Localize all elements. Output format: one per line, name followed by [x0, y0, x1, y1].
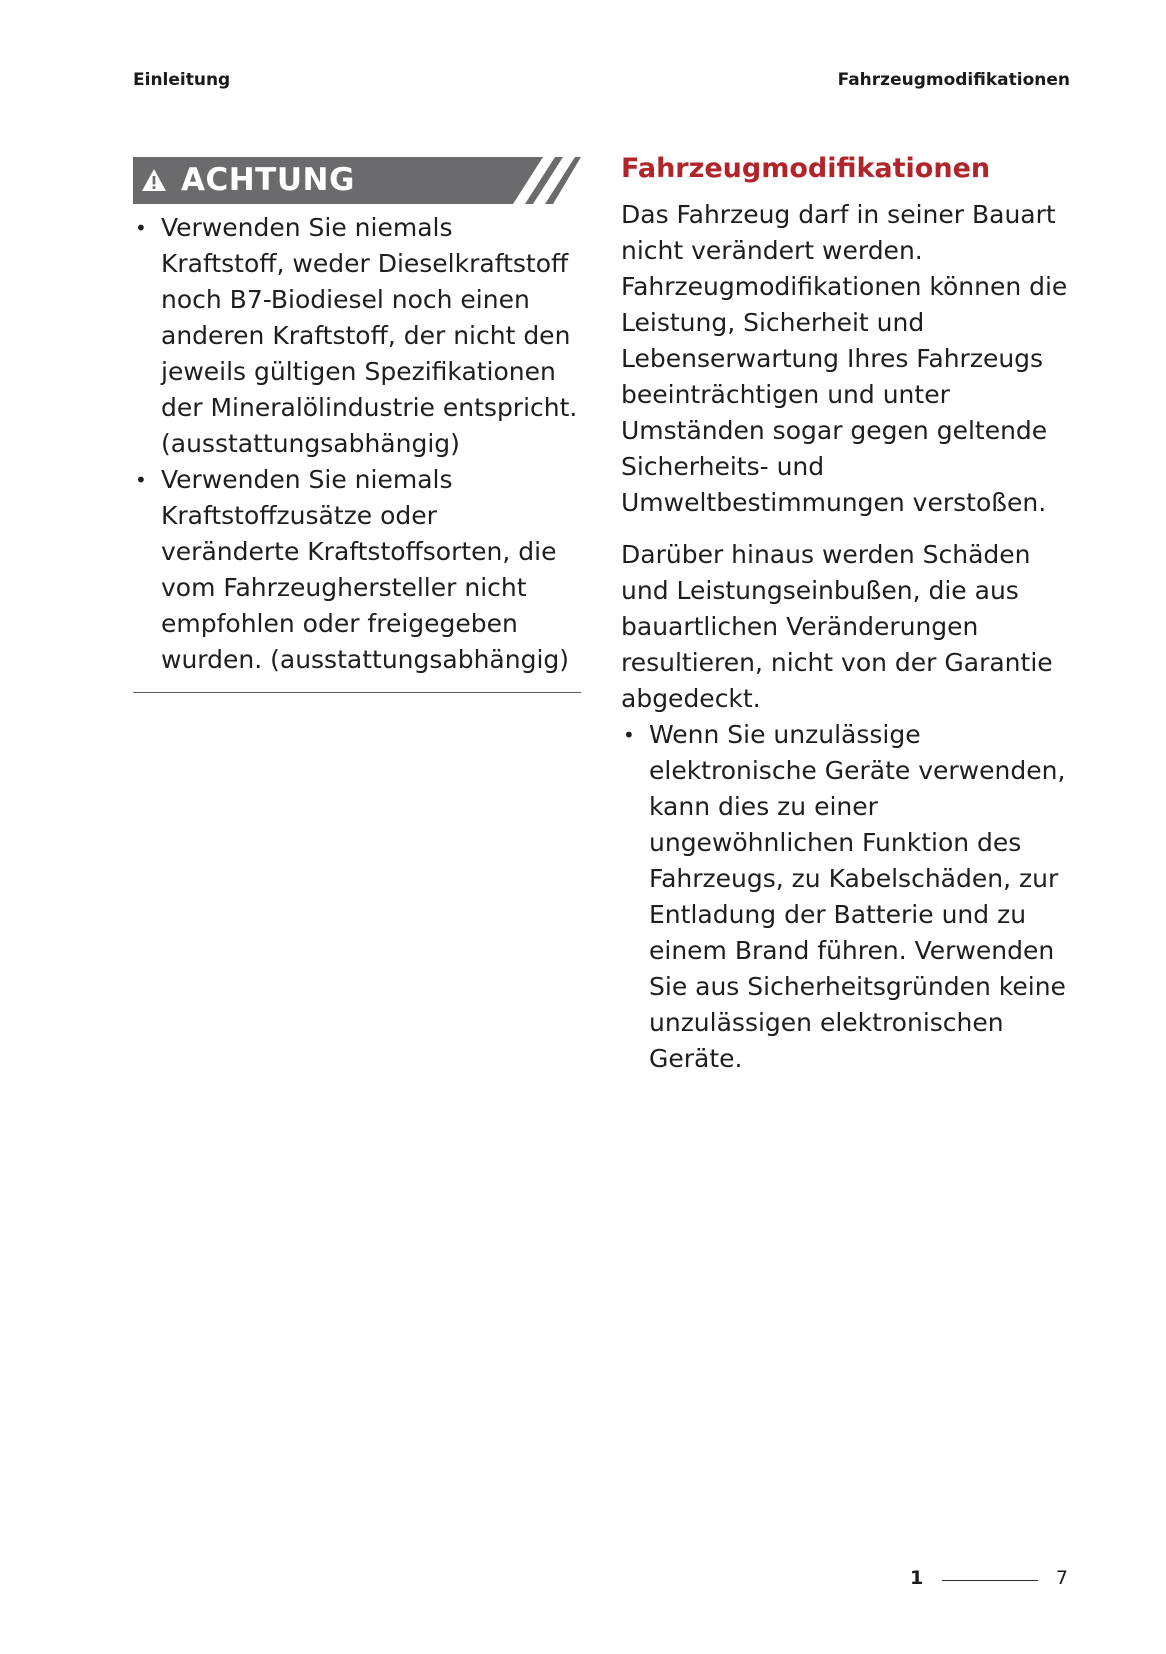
section-paragraph: Das Fahrzeug darf in seiner Bauart nicht verändert werden. Fahrzeugmodifikationen können die Leistung, Sicherheit und Lebenserwartung Ihres Fahrzeugs beeinträchtigen und unter Umständen sogar gegen geltende Sicherheits- und Umweltbestimmungen verstoßen.: [621, 200, 1068, 517]
footer-page-number: 7: [1055, 1567, 1068, 1589]
footer-rule: [942, 1580, 1038, 1581]
bullet-dot: •: [135, 216, 147, 240]
page-footer: [900, 1567, 1070, 1597]
section-title: Fahrzeugmodifikationen: [621, 153, 991, 184]
warning-item: [133, 210, 581, 462]
warning-stripes-decoration: [509, 157, 581, 204]
running-header: [133, 70, 1070, 94]
warning-item-text: Verwenden Sie niemals Kraftstoffzusätze oder veränderte Kraftstoffsorten, die vom Fahrzeughersteller nicht empfohlen oder freigegeben wurden. (ausstattungsabhängig): [161, 465, 570, 674]
modifications-section: [621, 149, 1071, 1077]
section-bullet-list: [621, 717, 1071, 1077]
warning-list: [133, 204, 581, 693]
warning-triangle-icon: [141, 168, 167, 192]
section-paragraph: Darüber hinaus werden Schäden und Leistungseinbußen, die aus bauartlichen Veränderungen resultieren, nicht von der Garantie abgedeckt.: [621, 540, 1053, 713]
warning-item: [133, 462, 581, 678]
warning-box: [133, 157, 581, 693]
bullet-dot: •: [623, 723, 635, 747]
bullet-dot: •: [135, 468, 147, 492]
header-chapter-title: Einleitung: [133, 70, 231, 90]
header-section-title: Fahrzeugmodifikationen: [837, 70, 1070, 90]
warning-title: ACHTUNG: [181, 162, 355, 198]
section-bullet-item: [621, 717, 1071, 1077]
footer-chapter-number: 1: [910, 1567, 924, 1589]
section-bullet-text: Wenn Sie unzulässige elektronische Geräte verwenden, kann dies zu einer ungewöhnlichen Funktion des Fahrzeugs, zu Kabelschäden, zur Entladung der Batterie und zu einem Brand führen. Verwenden Sie aus Sicherheitsgründen keine unzulässigen elektronischen Geräte.: [649, 720, 1066, 1073]
warning-banner: [133, 157, 581, 204]
warning-item-text: Verwenden Sie niemals Kraftstoff, weder Dieselkraftstoff noch B7-Biodiesel noch einen anderen Kraftstoff, der nicht den jeweils gültigen Spezifikationen der Mineralölindustrie entspricht. (ausstattungsabhängig): [161, 213, 578, 458]
